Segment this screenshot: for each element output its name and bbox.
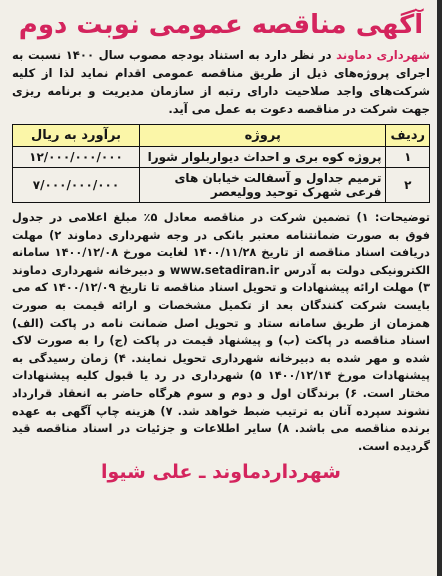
table-row: [13, 168, 430, 203]
row-project: ترمیم جداول و آسفالت خیابان های فرعی شهرک توحید وولیعصر: [140, 168, 386, 203]
header-row-number: ردیف: [386, 125, 430, 147]
signature: شهرداردماوند ـ علی شیوا: [101, 461, 341, 484]
table-header-row: [13, 125, 430, 147]
projects-table: [12, 124, 430, 203]
row-amount: ۷/۰۰۰/۰۰۰/۰۰۰: [13, 168, 140, 203]
organization-name: شهرداری دماوند: [336, 48, 430, 62]
intro-paragraph: [12, 46, 430, 118]
notice-title: آگهی مناقصه عمومی نوبت دوم: [18, 10, 424, 40]
header-project: پروژه: [140, 125, 386, 147]
header-amount: برآورد به ریال: [13, 125, 140, 147]
notes-text-2: و دبیرخانه شهرداری دماوند ۳) مهلت ارائه پیشنهادات و تحویل اسناد مناقصه تا تاریخ ۱۴۰۰/۱۲/۰۹ که می بایست شرکت کنندگان بعد از تکمیل مشخصات و ارائه قیمت به صورت همزمان از طریق سامانه ستاد و تحویل اصل ضمانت نامه در پاکت (الف) اسناد مناقصه در پاکت (ب) و پیشنهاد قیمت در پاکت (ج) را به صورت لاک شده و مهر شده به دبیرخانه شهرداری تحویل نمایند. ۴) زمان رسیدگی به پیشنهادات مورخ ۱۴۰۰/۱۲/۱۴ ۵) شهرداری در رد یا قبول کلیه پیشنهادات مختار است. ۶) برندگان اول و دوم و سوم هرگاه حاضر به انعقاد قرارداد نشوند سپرده آنان به ترتیب ضبط خواهد شد. ۷) هزینه چاپ آگهی به عهده برنده مناقصه می باشد. ۸) سایر اطلاعات و جزئیات در اسناد مناقصه قید گردیده است.: [12, 263, 431, 453]
notes-paragraph: [12, 209, 430, 455]
table-row: [13, 147, 430, 168]
row-number: ۲: [386, 168, 430, 203]
page-edge: [437, 0, 442, 576]
row-number: ۱: [386, 147, 430, 168]
notes-text-1: ۱) تضمین شرکت در مناقصه معادل ۵٪ مبلغ اعلامی در جدول فوق به صورت ضمانتنامه معتبر بانکی در وجه شهرداری دماوند ۲) مهلت دریافت اسناد مناقصه از تاریخ ۱۴۰۰/۱۱/۲۸ لغایت مورخ ۱۴۰۰/۱۲/۰۸ سامانه الکترونیکی دولت به آدرس: [12, 211, 430, 277]
row-amount: ۱۲/۰۰۰/۰۰۰/۰۰۰: [13, 147, 140, 168]
row-project: پروژه کوه بری و احداث دیواربلوار شورا: [140, 147, 386, 168]
website-link[interactable]: www.setadiran.ir: [169, 263, 280, 277]
intro-text: در نظر دارد به استناد بودجه مصوب سال ۱۴۰۰ نسبت به اجرای پروژه‌های ذیل از طریق مناقصه عمومی اقدام نماید لذا از کلیه شرکت‌های واجد صلاحیت دارای رتبه از سازمان مدیریت و برنامه ریزی جهت شرکت در مناقصه دعوت به عمل می آید.: [12, 48, 430, 116]
notes-label: توضیحات:: [374, 211, 430, 224]
